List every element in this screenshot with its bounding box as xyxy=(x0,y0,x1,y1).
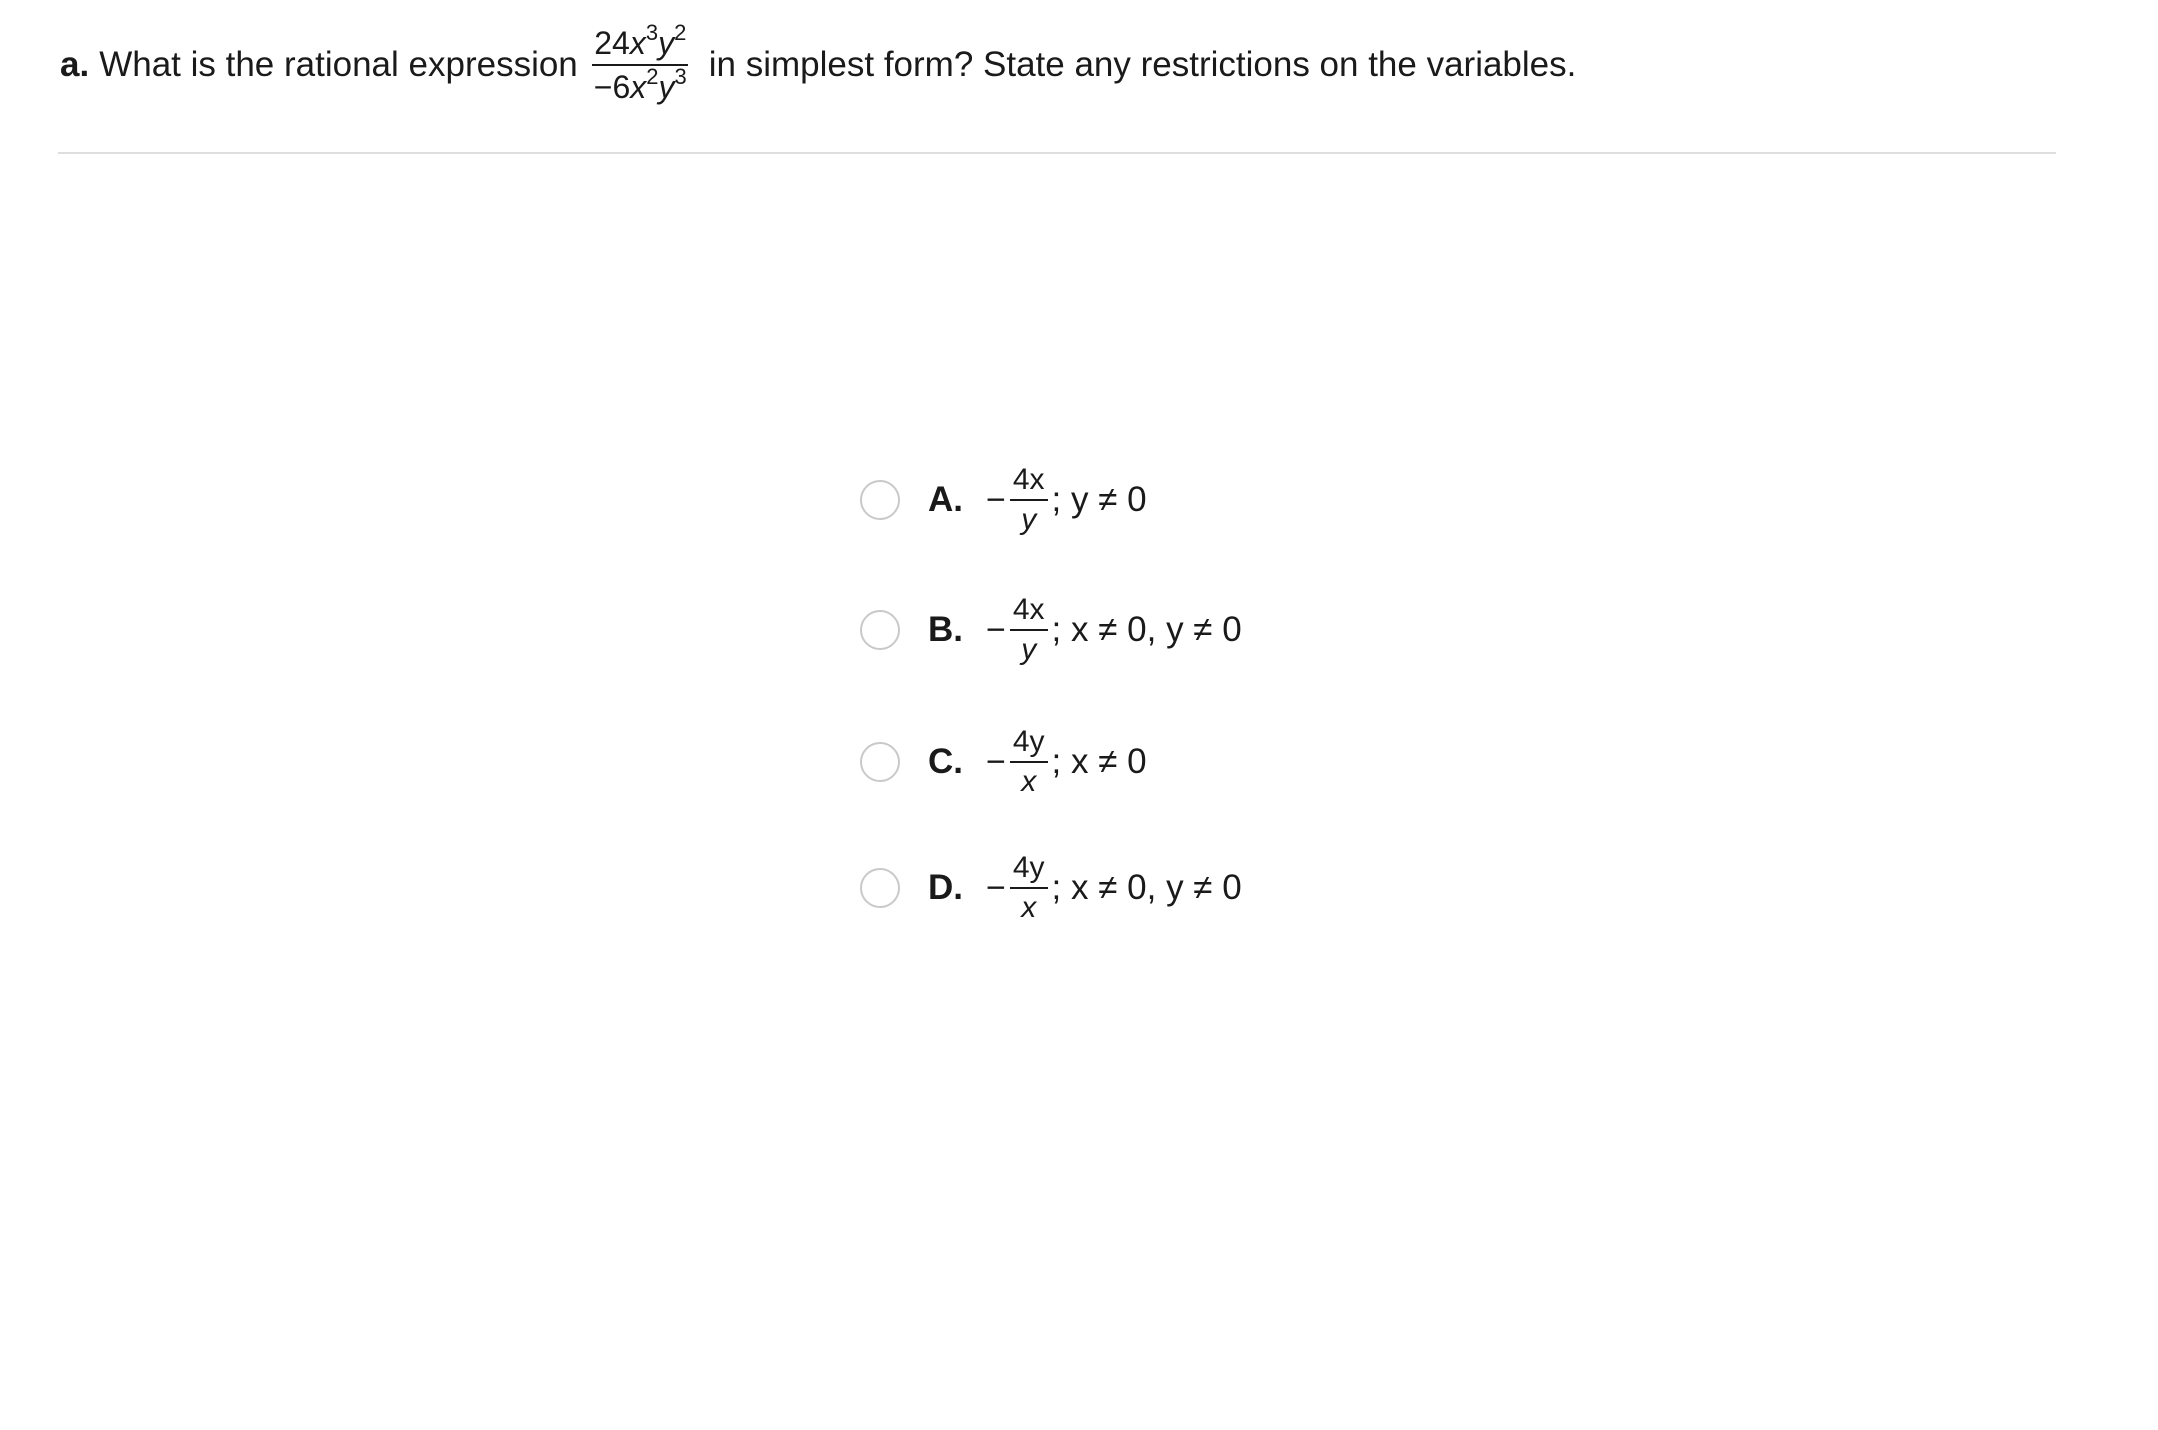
question-text-after: in simplest form? State any restrictions on the variables. xyxy=(708,45,1577,84)
answer-restriction: ; x ≠ 0, y ≠ 0 xyxy=(1051,610,1242,649)
answer-fraction xyxy=(1010,465,1048,535)
answer-option-d[interactable] xyxy=(860,848,1242,928)
fraction-numerator: 4y xyxy=(1010,727,1048,763)
answer-option-c[interactable] xyxy=(860,722,1147,802)
fraction-numerator: 4x xyxy=(1010,465,1048,501)
question-letter: a. xyxy=(60,45,90,84)
answer-restriction: ; x ≠ 0, y ≠ 0 xyxy=(1051,868,1242,907)
answer-letter: D. xyxy=(928,868,963,907)
question-prompt xyxy=(60,0,1576,130)
answer-restriction: ; y ≠ 0 xyxy=(1051,480,1147,519)
fraction-denominator: x xyxy=(1021,891,1037,924)
radio-button[interactable] xyxy=(860,868,900,908)
radio-button[interactable] xyxy=(860,610,900,650)
answer-letter: C. xyxy=(928,742,963,781)
answer-fraction xyxy=(1010,727,1048,797)
fraction-denominator: y xyxy=(1021,633,1037,666)
negative-sign: − xyxy=(986,868,1006,907)
fraction-numerator: 4x xyxy=(1010,595,1048,631)
negative-sign: − xyxy=(986,480,1006,519)
answer-restriction: ; x ≠ 0 xyxy=(1051,742,1147,781)
question-fraction-denominator: $-6x^2y^3$ xyxy=(593,64,687,105)
radio-button[interactable] xyxy=(860,480,900,520)
fraction-denominator: y xyxy=(1021,503,1037,536)
negative-sign: − xyxy=(986,610,1006,649)
answer-letter: A. xyxy=(928,480,963,519)
answer-option-b[interactable] xyxy=(860,590,1242,670)
radio-button[interactable] xyxy=(860,742,900,782)
answer-letter: B. xyxy=(928,610,963,649)
answer-fraction xyxy=(1010,595,1048,665)
answer-fraction xyxy=(1010,853,1048,923)
question-text-before: What is the rational expression xyxy=(99,45,578,84)
fraction-denominator: x xyxy=(1021,765,1037,798)
question-fraction-numerator: $24x^3y^2$ xyxy=(592,27,688,66)
fraction-numerator: 4y xyxy=(1010,853,1048,889)
question-fraction xyxy=(592,20,689,105)
section-divider xyxy=(58,152,2056,154)
answer-option-a[interactable] xyxy=(860,460,1147,540)
negative-sign: − xyxy=(986,742,1006,781)
